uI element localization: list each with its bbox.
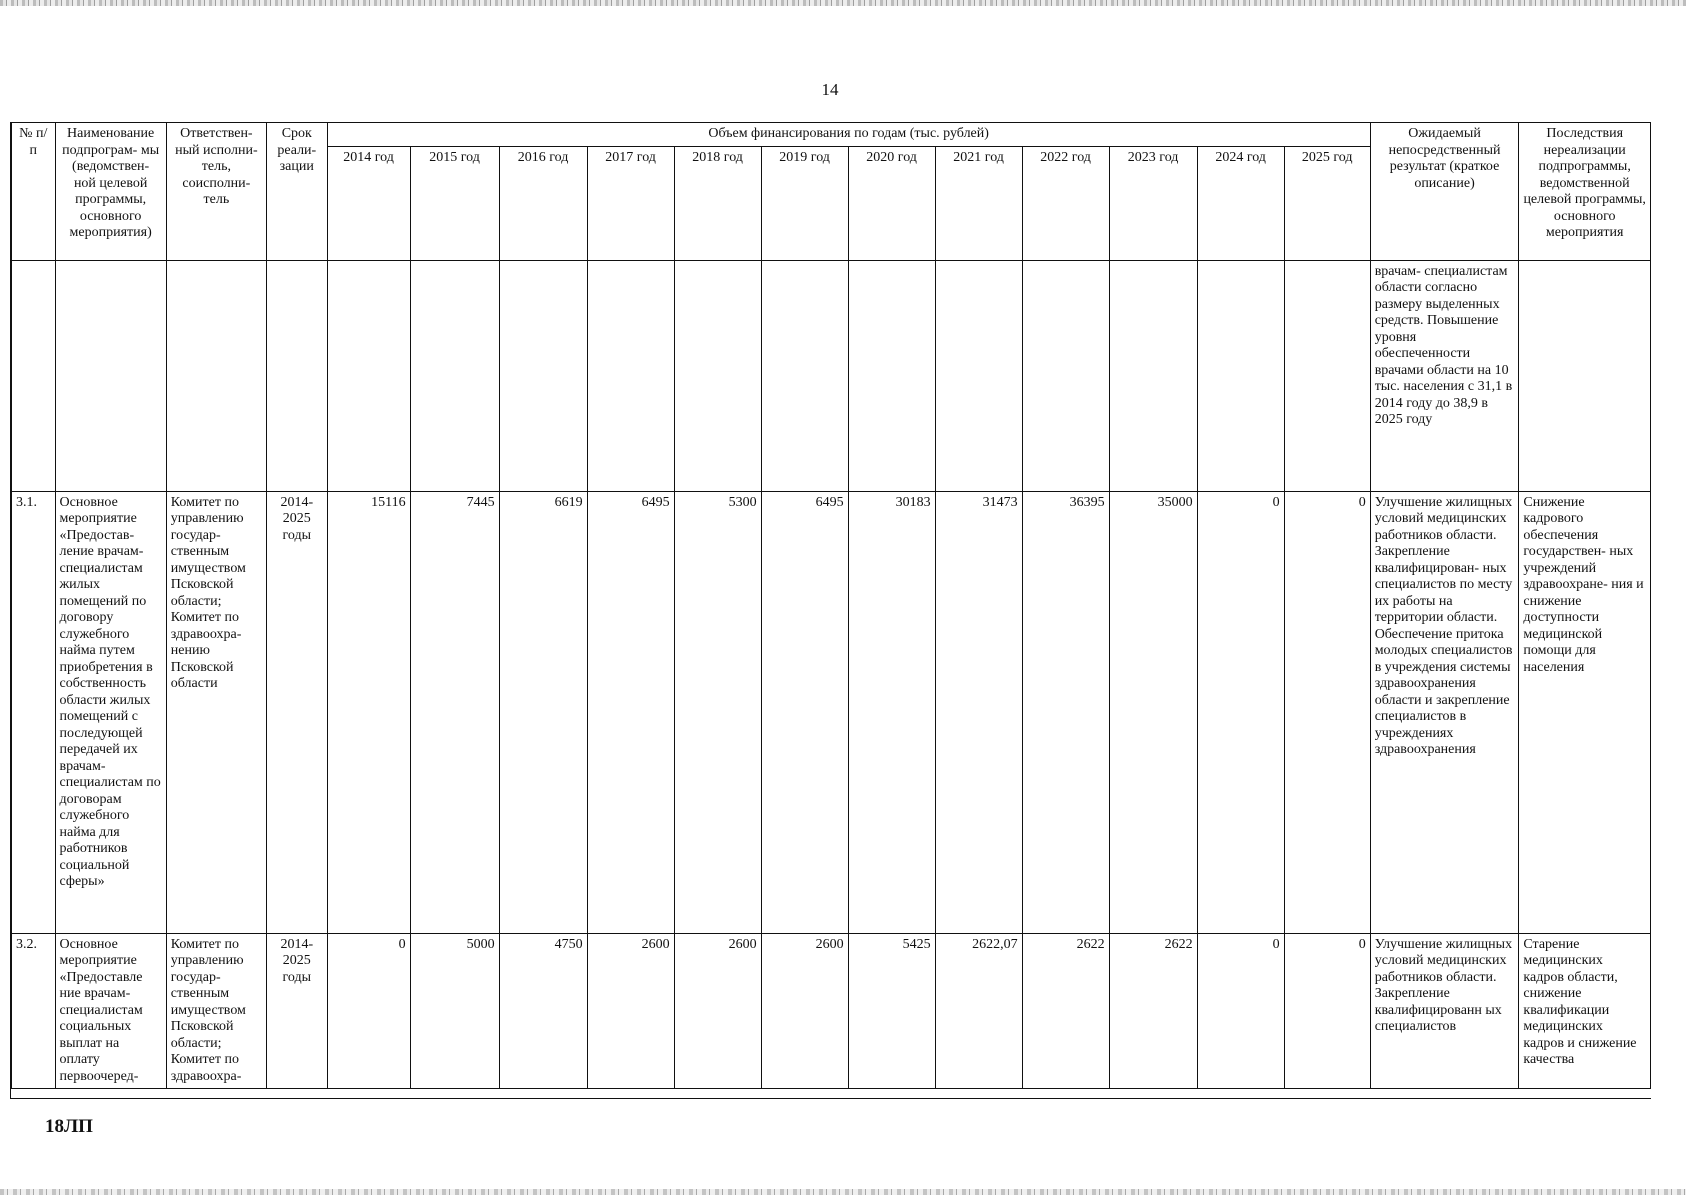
- cell-empty: [1519, 260, 1651, 491]
- funding-2023: 2622: [1109, 933, 1197, 1089]
- measure-name: Основное мероприятие «Предоставле ние врачам- специалистам социальных выплат на оплату первоочеред-: [55, 933, 166, 1089]
- expected-result: Улучшение жилищных условий медицинских работников области. Закрепление квалифицированн ых специалистов: [1370, 933, 1519, 1089]
- consequences: Снижение кадрового обеспечения государствен- ных учреждений здравоохране- ния и снижение доступности медицинской помощи для населения: [1519, 491, 1651, 933]
- funding-2016: 6619: [499, 491, 587, 933]
- funding-2021: 31473: [935, 491, 1022, 933]
- header-year-2018: 2018 год: [674, 146, 761, 260]
- continuation-row: [12, 260, 1651, 491]
- header-name: Наименование подпрограм- мы (ведомствен- ной целевой программы, основного мероприятия): [55, 123, 166, 261]
- page-number: 14: [821, 80, 839, 99]
- header-consequences: Последствия нереализации подпрограммы, ведомственной целевой программы, основного мероприятия: [1519, 123, 1651, 261]
- table-row-3-2: [12, 933, 1651, 1089]
- header-year-2020: 2020 год: [848, 146, 935, 260]
- header-term: Срок реали- зации: [266, 123, 327, 261]
- cell-empty: [55, 260, 166, 491]
- implementation-term: 2014- 2025 годы: [266, 491, 327, 933]
- cell-empty: [12, 260, 56, 491]
- table-row-3-1: [12, 491, 1651, 933]
- funding-table: [11, 122, 1651, 1089]
- funding-2022: 2622: [1022, 933, 1109, 1089]
- funding-2016: 4750: [499, 933, 587, 1089]
- cell-empty: [1284, 260, 1370, 491]
- funding-2020: 5425: [848, 933, 935, 1089]
- header-year-2022: 2022 год: [1022, 146, 1109, 260]
- cell-empty: [410, 260, 499, 491]
- implementation-term: 2014- 2025 годы: [266, 933, 327, 1089]
- footer-code: 18ЛП: [45, 1116, 93, 1137]
- funding-2024: 0: [1197, 491, 1284, 933]
- header-row-1: [12, 123, 1651, 147]
- expected-result: Улучшение жилищных условий медицинских работников области. Закрепление квалифицирован- ных специалистов по месту их работы на территории области. Обеспечение притока молодых специалистов в учреждения системы здравоохранения области и закрепление специалистов в учреждениях здравоохранения: [1370, 491, 1519, 933]
- header-responsible: Ответствен- ный исполни- тель, соисполни- тель: [166, 123, 266, 261]
- funding-table-wrapper: [10, 122, 1651, 1099]
- header-year-2016: 2016 год: [499, 146, 587, 260]
- cell-empty: [674, 260, 761, 491]
- measure-name: Основное мероприятие «Предостав- ление врачам- специалистам жилых помещений по договору служебного найма путем приобретения в собственность области жилых помещений с последующей передачей их врачам- специалистам по договорам служебного найма для работников социальной сферы»: [55, 491, 166, 933]
- header-funding-group: Объем финансирования по годам (тыс. рублей): [327, 123, 1370, 147]
- cell-empty: [848, 260, 935, 491]
- header-num: № п/п: [12, 123, 56, 261]
- cell-empty: [587, 260, 674, 491]
- consequences: Старение медицинских кадров области, снижение квалификации медицинских кадров и снижение качества: [1519, 933, 1651, 1089]
- header-year-2014: 2014 год: [327, 146, 410, 260]
- funding-2018: 2600: [674, 933, 761, 1089]
- header-result: Ожидаемый непосредственный результат (краткое описание): [1370, 123, 1519, 261]
- header-year-2024: 2024 год: [1197, 146, 1284, 260]
- header-year-2017: 2017 год: [587, 146, 674, 260]
- scan-edge-bottom: [0, 1189, 1686, 1195]
- header-year-2025: 2025 год: [1284, 146, 1370, 260]
- cell-empty: [1109, 260, 1197, 491]
- row-number: 3.1.: [12, 491, 56, 933]
- cell-empty: [761, 260, 848, 491]
- funding-2024: 0: [1197, 933, 1284, 1089]
- funding-2014: 15116: [327, 491, 410, 933]
- funding-2021: 2622,07: [935, 933, 1022, 1089]
- cell-empty: [1022, 260, 1109, 491]
- funding-2023: 35000: [1109, 491, 1197, 933]
- cell-empty: [166, 260, 266, 491]
- funding-2019: 2600: [761, 933, 848, 1089]
- funding-2014: 0: [327, 933, 410, 1089]
- funding-2020: 30183: [848, 491, 935, 933]
- cell-empty: [266, 260, 327, 491]
- funding-2025: 0: [1284, 491, 1370, 933]
- header-year-2023: 2023 год: [1109, 146, 1197, 260]
- cell-empty: [935, 260, 1022, 491]
- funding-2015: 5000: [410, 933, 499, 1089]
- responsible-executor: Комитет по управлению государ- ственным имуществом Псковской области; Комитет по здравоохра- нению Псковской области: [166, 491, 266, 933]
- funding-2015: 7445: [410, 491, 499, 933]
- cell-empty: [499, 260, 587, 491]
- continuation-result-text: врачам- специалистам области согласно размеру выделенных средств. Повышение уровня обеспеченности врачами области на 10 тыс. населения с 31,1 в 2014 году до 38,9 в 2025 году: [1370, 260, 1519, 491]
- funding-2022: 36395: [1022, 491, 1109, 933]
- header-year-2015: 2015 год: [410, 146, 499, 260]
- funding-2025: 0: [1284, 933, 1370, 1089]
- funding-2017: 2600: [587, 933, 674, 1089]
- responsible-executor: Комитет по управлению государ- ственным имуществом Псковской области; Комитет по здравоохра-: [166, 933, 266, 1089]
- funding-2018: 5300: [674, 491, 761, 933]
- cell-empty: [327, 260, 410, 491]
- scan-edge-top: [0, 0, 1686, 6]
- row-number: 3.2.: [12, 933, 56, 1089]
- header-year-2021: 2021 год: [935, 146, 1022, 260]
- header-year-2019: 2019 год: [761, 146, 848, 260]
- funding-2019: 6495: [761, 491, 848, 933]
- cell-empty: [1197, 260, 1284, 491]
- funding-2017: 6495: [587, 491, 674, 933]
